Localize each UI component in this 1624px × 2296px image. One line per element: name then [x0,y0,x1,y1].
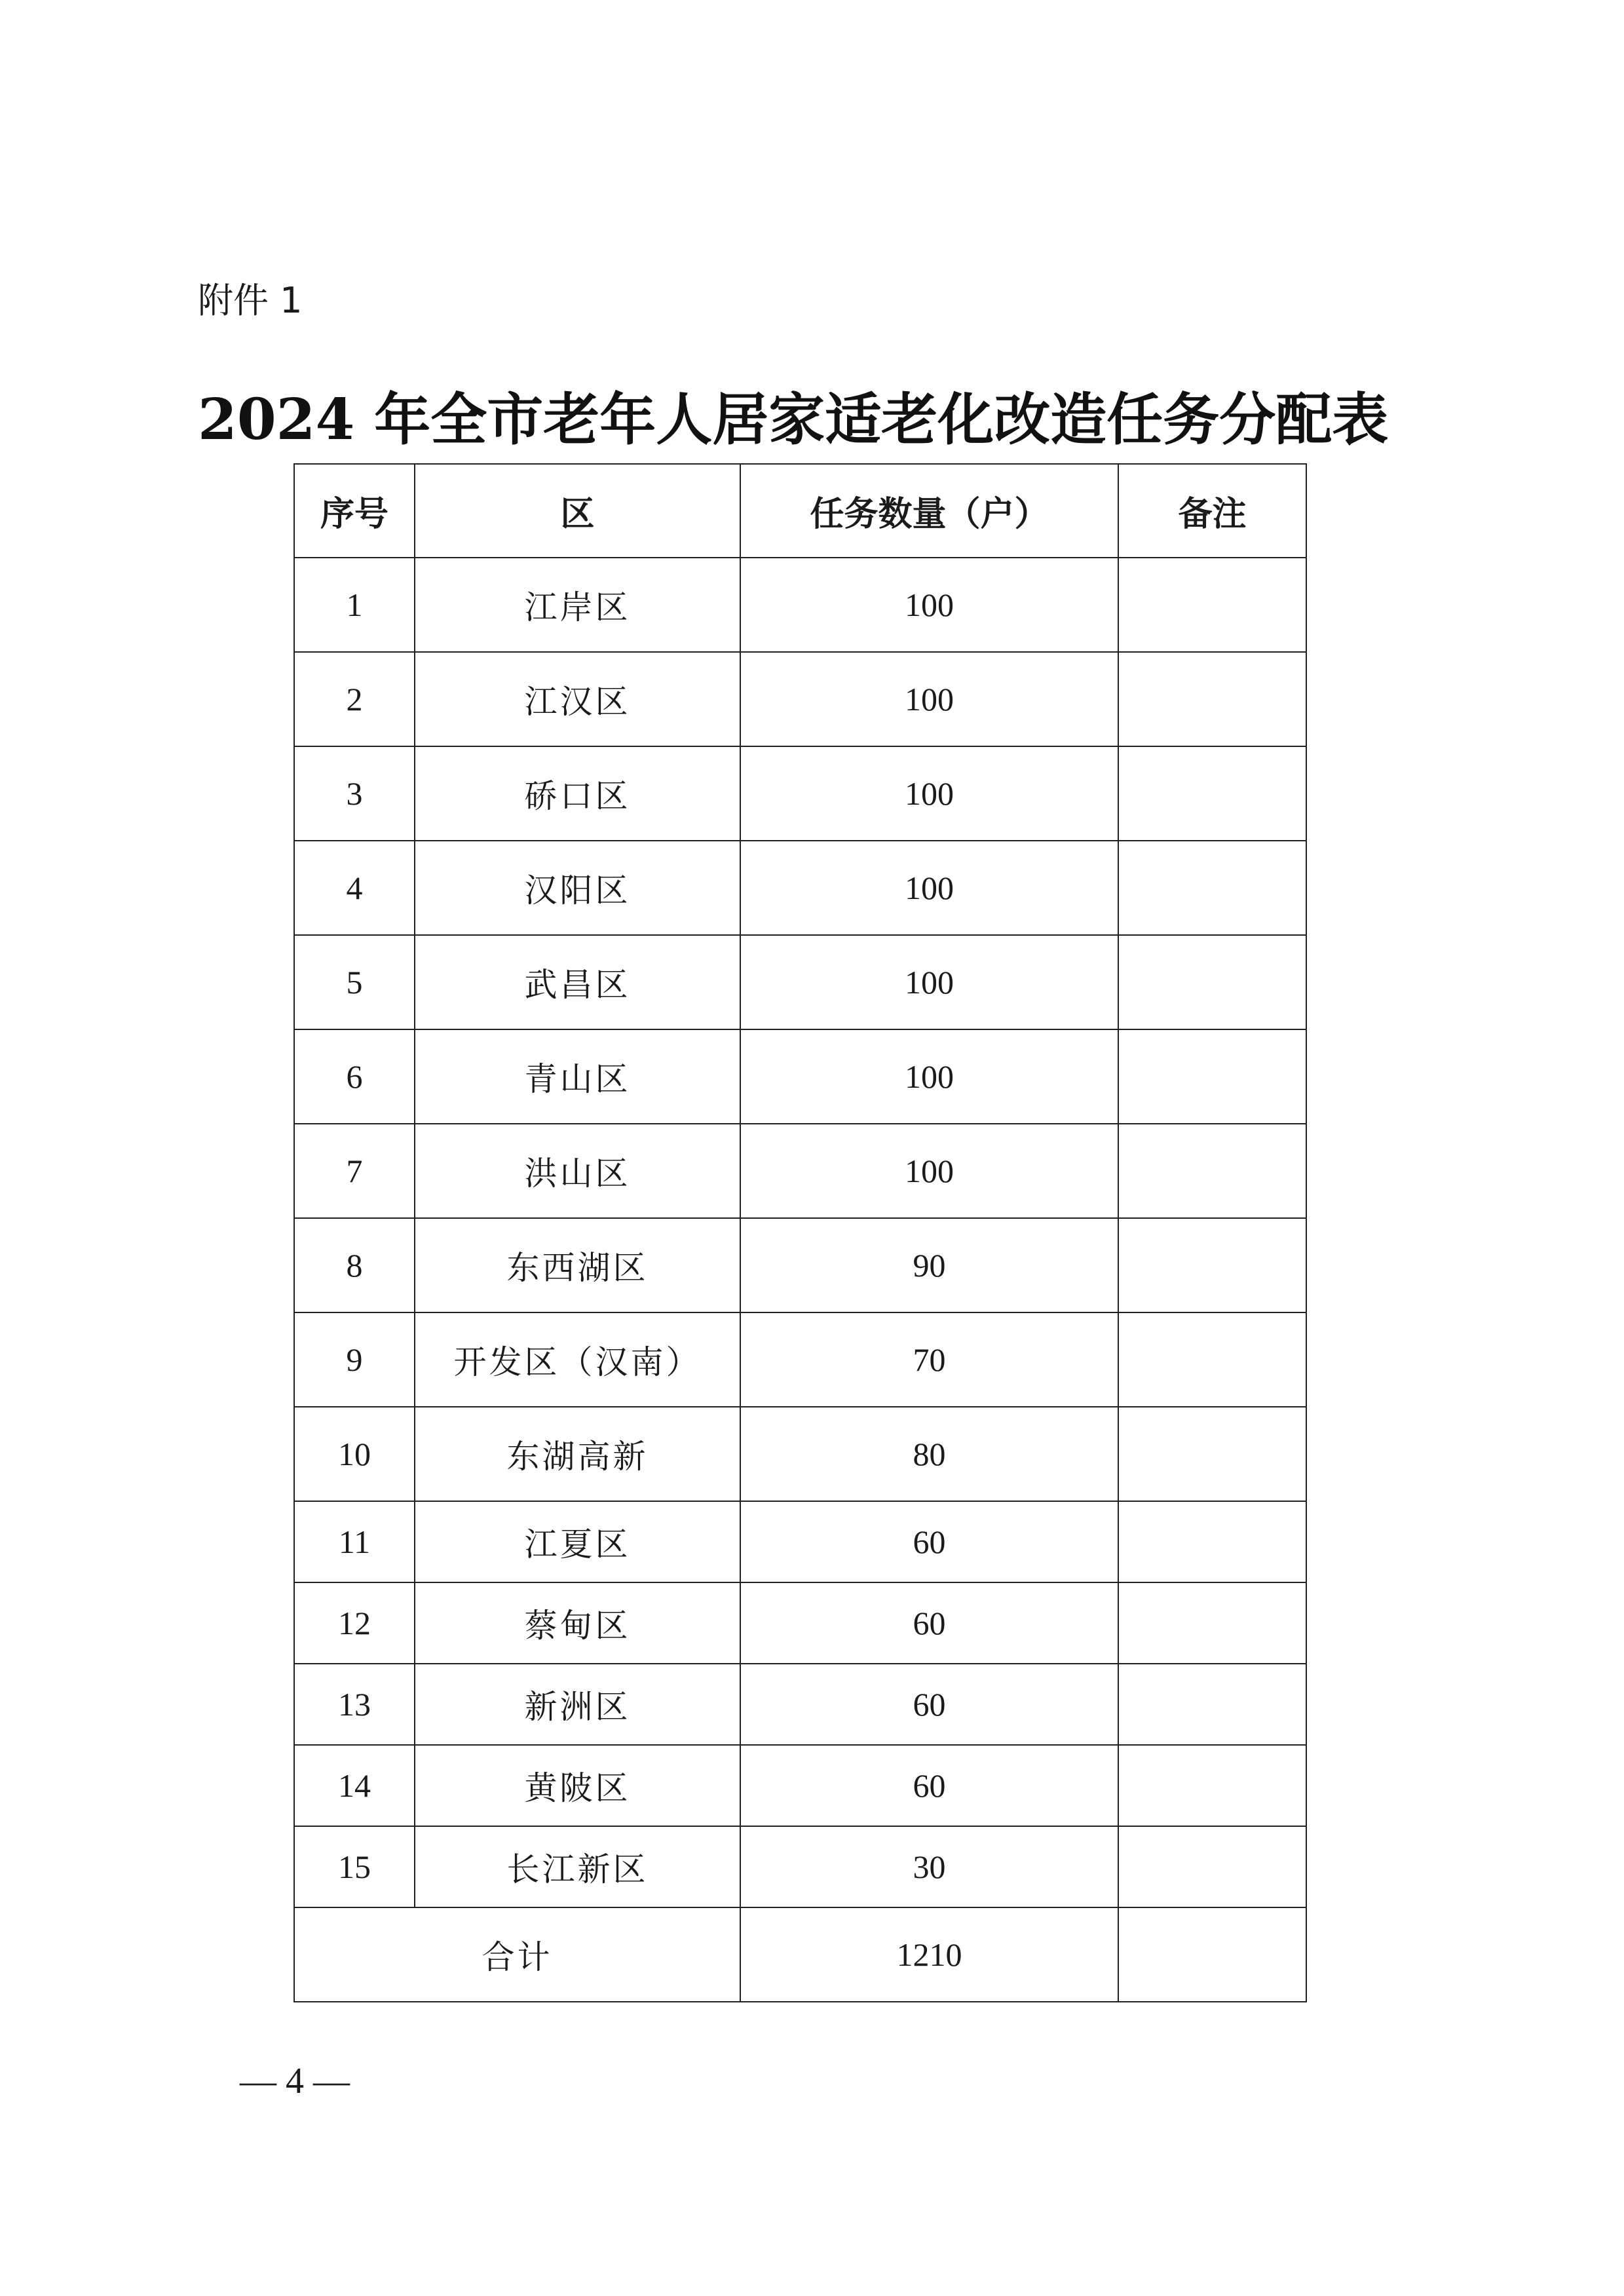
row-index-cell: 13 [294,1664,415,1745]
row-district-cell: 东西湖区 [415,1218,740,1312]
row-count-cell: 60 [740,1664,1118,1745]
row-district-cell: 武昌区 [415,935,740,1029]
row-district-cell: 东湖高新 [415,1407,740,1501]
document-title: 2024 年全市老年人居家适老化改造任务分配表 [198,387,1389,453]
row-index-cell: 3 [294,746,415,841]
row-count-cell: 100 [740,746,1118,841]
header-remarks: 备注 [1118,464,1306,558]
row-remarks-cell [1118,841,1306,935]
row-district-cell: 江夏区 [415,1501,740,1582]
row-index-cell: 8 [294,1218,415,1312]
row-remarks-cell [1118,1407,1306,1501]
row-district-cell: 青山区 [415,1029,740,1124]
row-count-cell: 90 [740,1218,1118,1312]
row-index-cell: 14 [294,1745,415,1826]
row-index-cell: 6 [294,1029,415,1124]
row-district-cell: 蔡甸区 [415,1582,740,1664]
total-remarks-cell [1118,1907,1306,2002]
row-index-cell: 11 [294,1501,415,1582]
table-row [294,1664,1306,1745]
table-row [294,935,1306,1029]
row-index-cell: 7 [294,1124,415,1218]
row-district-cell: 江汉区 [415,652,740,746]
table-row [294,1826,1306,1907]
table-row [294,1218,1306,1312]
row-count-cell: 100 [740,558,1118,652]
row-index-cell: 2 [294,652,415,746]
row-district-cell: 洪山区 [415,1124,740,1218]
table-row [294,652,1306,746]
row-index-cell: 15 [294,1826,415,1907]
row-district-cell: 汉阳区 [415,841,740,935]
row-remarks-cell [1118,652,1306,746]
table-row [294,1124,1306,1218]
page-number: — 4 — [240,2061,350,2101]
total-row [294,1907,1306,2002]
row-index-cell: 9 [294,1312,415,1407]
row-remarks-cell [1118,935,1306,1029]
row-remarks-cell [1118,1501,1306,1582]
row-remarks-cell [1118,1826,1306,1907]
table-row [294,1582,1306,1664]
total-label-cell: 合计 [294,1907,740,2002]
table-row [294,841,1306,935]
header-district: 区 [415,464,740,558]
row-count-cell: 70 [740,1312,1118,1407]
row-district-cell: 江岸区 [415,558,740,652]
row-count-cell: 100 [740,841,1118,935]
attachment-label: 附件 1 [198,280,303,321]
row-remarks-cell [1118,1312,1306,1407]
row-remarks-cell [1118,558,1306,652]
row-remarks-cell [1118,746,1306,841]
total-count-cell: 1210 [740,1907,1118,2002]
row-count-cell: 100 [740,652,1118,746]
row-index-cell: 12 [294,1582,415,1664]
row-district-cell: 新洲区 [415,1664,740,1745]
row-index-cell: 10 [294,1407,415,1501]
row-count-cell: 100 [740,1029,1118,1124]
table-row [294,1407,1306,1501]
table-row [294,1501,1306,1582]
table-row [294,746,1306,841]
row-district-cell: 开发区（汉南） [415,1312,740,1407]
row-index-cell: 5 [294,935,415,1029]
header-index: 序号 [294,464,415,558]
row-count-cell: 60 [740,1582,1118,1664]
row-index-cell: 1 [294,558,415,652]
row-remarks-cell [1118,1218,1306,1312]
table-row [294,558,1306,652]
row-district-cell: 长江新区 [415,1826,740,1907]
table-header-row [294,464,1306,558]
row-remarks-cell [1118,1664,1306,1745]
row-count-cell: 60 [740,1745,1118,1826]
allocation-table [293,463,1307,2002]
row-index-cell: 4 [294,841,415,935]
row-count-cell: 80 [740,1407,1118,1501]
table-row [294,1029,1306,1124]
row-remarks-cell [1118,1029,1306,1124]
row-district-cell: 黄陂区 [415,1745,740,1826]
row-count-cell: 100 [740,935,1118,1029]
row-remarks-cell [1118,1582,1306,1664]
row-count-cell: 100 [740,1124,1118,1218]
row-remarks-cell [1118,1124,1306,1218]
row-remarks-cell [1118,1745,1306,1826]
row-district-cell: 硚口区 [415,746,740,841]
table-row [294,1312,1306,1407]
row-count-cell: 60 [740,1501,1118,1582]
row-count-cell: 30 [740,1826,1118,1907]
table-row [294,1745,1306,1826]
header-task-count: 任务数量（户） [740,464,1118,558]
